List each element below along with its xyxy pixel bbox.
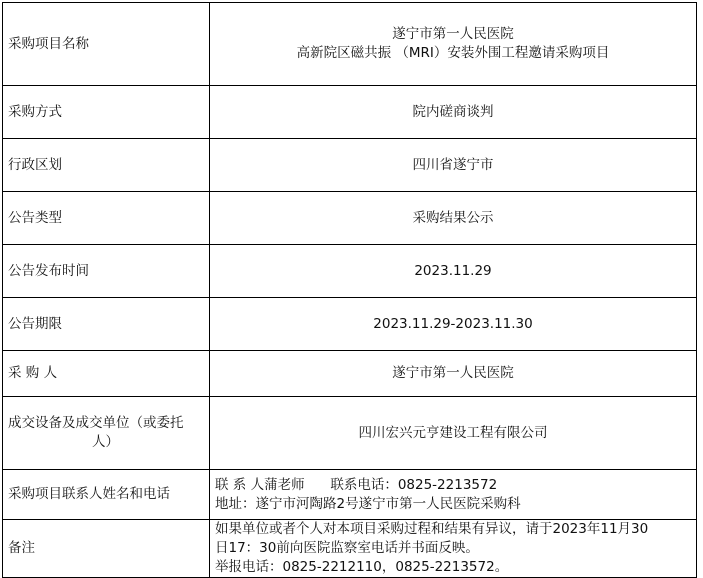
procurement-notice-table: [2, 2, 697, 578]
project-name-label: 采购项目名称: [3, 3, 210, 86]
table-row: [3, 86, 697, 139]
remark-line2: 日17：30前向医院监察室电话并书面反映。: [215, 540, 479, 556]
publish-time-label: 公告发布时间: [3, 245, 210, 298]
project-name-line1: 遂宁市第一人民医院: [392, 26, 514, 42]
remark-line3: 举报电话：0825-2212110，0825-2213572。: [215, 559, 509, 575]
winner-value: 四川宏兴元亨建设工程有限公司: [210, 397, 697, 470]
notice-type-label: 公告类型: [3, 192, 210, 245]
project-name-value: [210, 3, 697, 86]
method-value: 院内磋商谈判: [210, 86, 697, 139]
remark-line1: 如果单位或者个人对本项目采购过程和结果有异议，请于2023年11月30: [215, 521, 649, 537]
project-name-line2: 高新院区磁共振 （MRI）安装外围工程邀请采购项目: [296, 45, 610, 61]
period-value: 2023.11.29-2023.11.30: [210, 298, 697, 351]
purchaser-value: 遂宁市第一人民医院: [210, 351, 697, 397]
table-row: [3, 298, 697, 351]
table-row: [3, 351, 697, 397]
purchaser-label: 采 购 人: [3, 351, 210, 397]
table-row: [3, 397, 697, 470]
contact-line1: 联 系 人蒲老师 联系电话：0825-2213572: [215, 476, 498, 493]
table-row: [3, 470, 697, 520]
table-row: [3, 520, 697, 578]
method-label: 采购方式: [3, 86, 210, 139]
table-row: [3, 192, 697, 245]
contact-value: [210, 470, 697, 520]
table-row: [3, 3, 697, 86]
contact-line2: 地址：遂宁市河陶路2号遂宁市第一人民医院采购科: [215, 495, 521, 512]
region-label: 行政区划: [3, 139, 210, 192]
publish-time-value: 2023.11.29: [210, 245, 697, 298]
table-row: [3, 245, 697, 298]
winner-label-line2: 人）: [92, 434, 119, 450]
notice-type-value: 采购结果公示: [210, 192, 697, 245]
table-row: [3, 139, 697, 192]
remark-label: 备注: [3, 520, 210, 578]
region-value: 四川省遂宁市: [210, 139, 697, 192]
winner-label: [3, 397, 210, 470]
contact-label: 采购项目联系人姓名和电话: [3, 470, 210, 520]
remark-value: [210, 520, 697, 578]
winner-label-line1: 成交设备及成交单位（或委托: [8, 415, 184, 431]
period-label: 公告期限: [3, 298, 210, 351]
